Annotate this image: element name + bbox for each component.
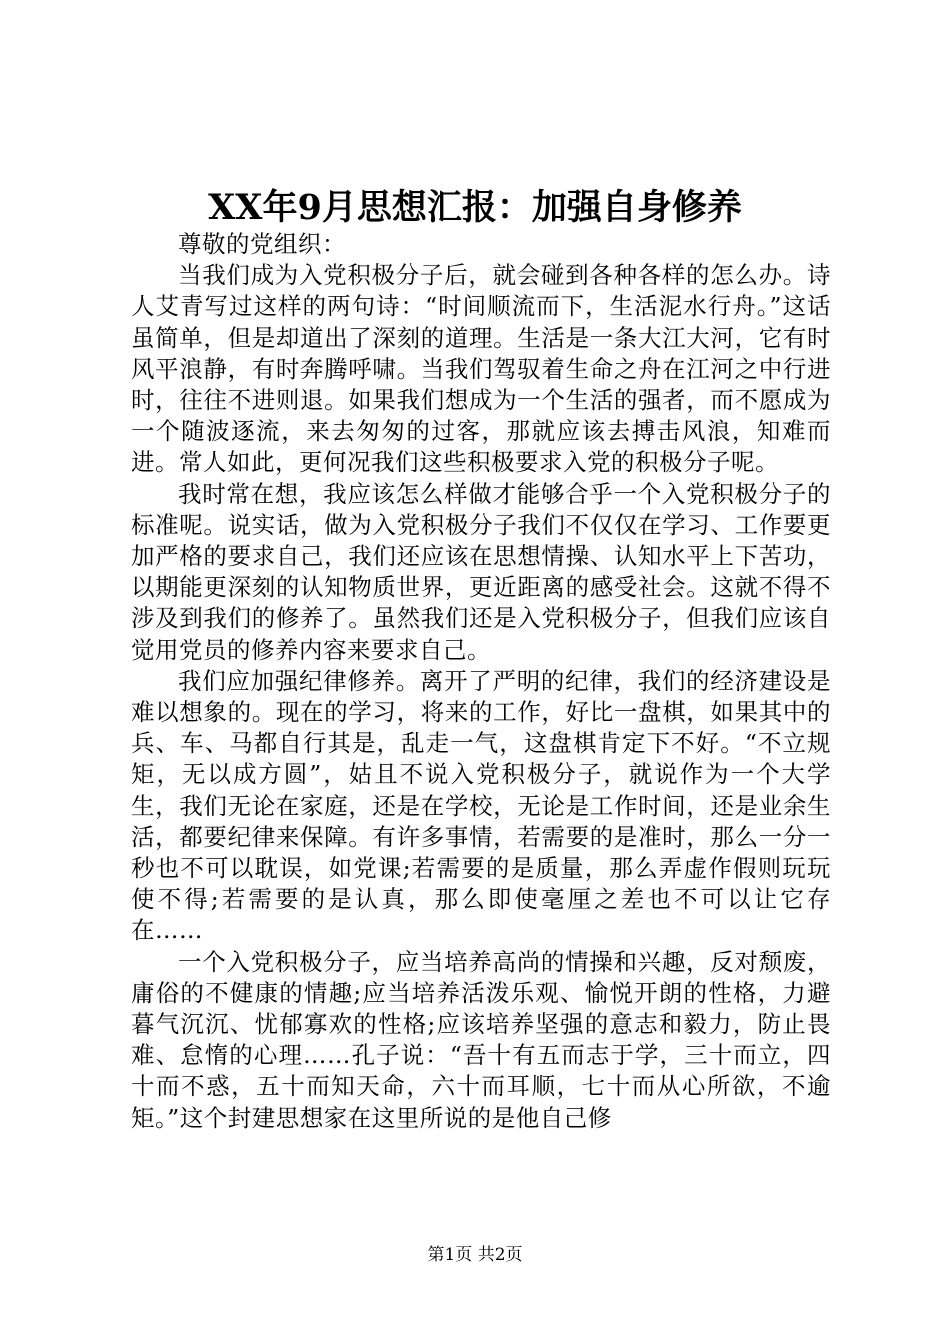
paragraph-1: 当我们成为入党积极分子后，就会碰到各种各样的怎么办。诗人艾青写过这样的两句诗：“时间顺流而下，生活泥水行舟。”这话虽简单，但是却道出了深刻的道理。生活是一条大江大河，它有时风平浪静，有时奔腾呼啸。当我们驾驭着生命之舟在江河之中行进时，往往不进则退。如果我们想成为一个生活的强者，而不愿成为一个随波逐流，来去匆匆的过客，那就应该去搏击风浪，知难而进。常人如此，更何况我们这些积极要求入党的积极分子呢。	[131, 261, 831, 477]
paragraph-4: 一个入党积极分子，应当培养高尚的情操和兴趣，反对颓废，庸俗的不健康的情趣;应当培养活泼乐观、愉悦开朗的性格，力避暮气沉沉、忧郁寡欢的性格;应该培养坚强的意志和毅力，防止畏难、怠惰的心理……孔子说：“吾十有五而志于学，三十而立，四十而不惑，五十而知天命，六十而耳顺，七十而从心所欲，不逾矩。”这个封建思想家在这里所说的是他自己修	[131, 947, 831, 1132]
salutation: 尊敬的党组织：	[178, 230, 346, 258]
paragraph-2: 我时常在想，我应该怎么样做才能够合乎一个入党积极分子的标准呢。说实话，做为入党积极分子我们不仅仅在学习、工作要更加严格的要求自己，我们还应该在思想情操、认知水平上下苦功，以期能更深刻的认知物质世界，更近距离的感受社会。这就不得不涉及到我们的修养了。虽然我们还是入党积极分子，但我们应该自觉用党员的修养内容来要求自己。	[131, 479, 831, 664]
document-body	[131, 229, 831, 1134]
page-footer: 第1页 共2页	[427, 1245, 523, 1265]
paragraph-3: 我们应加强纪律修养。离开了严明的纪律，我们的经济建设是难以想象的。现在的学习，将来的工作，好比一盘棋，如果其中的兵、车、马都自行其是，乱走一气，这盘棋肯定下不好。“不立规矩，无以成方圆”，姑且不说入党积极分子，就说作为一个大学生，我们无论在家庭，还是在学校，无论是工作时间，还是业余生活，都要纪律来保障。有许多事情，若需要的是准时，那么一分一秒也不可以耽误，如党课;若需要的是质量，那么弄虚作假则玩玩使不得;若需要的是认真，那么即使毫厘之差也不可以让它存在……	[131, 666, 831, 945]
document-title: XX年9月思想汇报：加强自身修养	[208, 187, 742, 228]
